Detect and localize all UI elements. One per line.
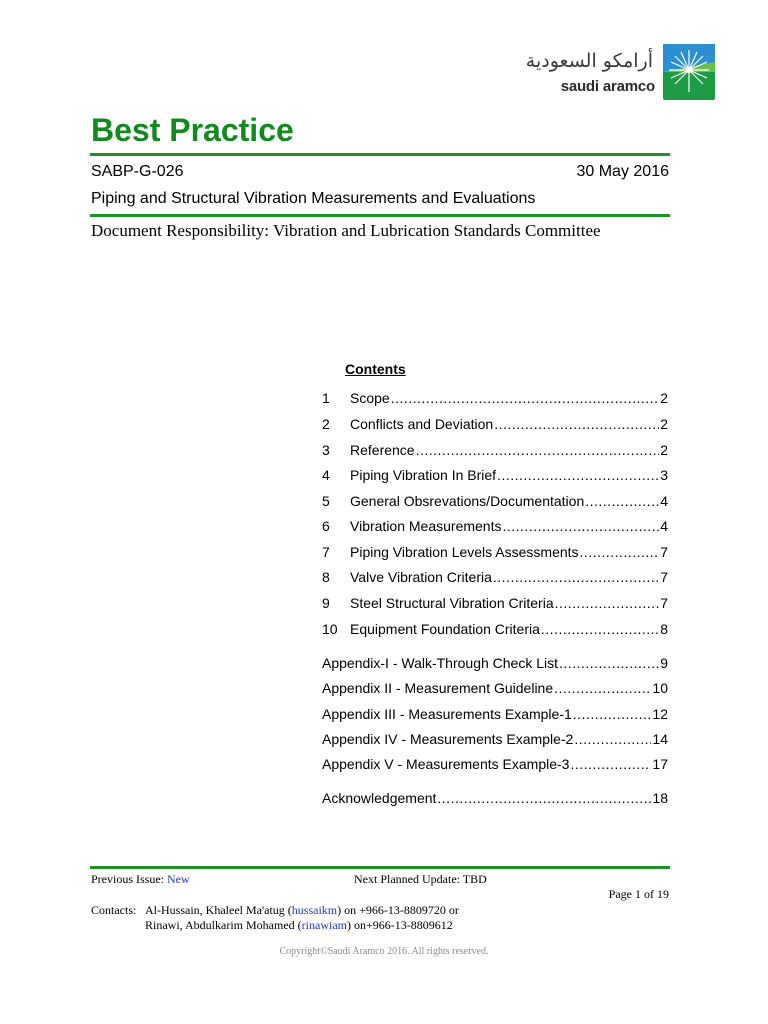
- toc-leader: [555, 594, 660, 612]
- toc-leader: [559, 654, 659, 672]
- toc-entry[interactable]: [322, 466, 668, 484]
- toc-label: Appendix-I - Walk-Through Check List: [322, 655, 559, 671]
- toc-entry[interactable]: [322, 517, 668, 535]
- toc-entry[interactable]: [322, 620, 668, 638]
- toc-number: 2: [322, 416, 330, 432]
- toc-label: Reference: [350, 442, 415, 458]
- contact-2-id-link[interactable]: rinawiam: [301, 918, 347, 932]
- page-number: Page 1 of 19: [608, 887, 669, 901]
- toc-label: Appendix IV - Measurements Example-2: [322, 731, 574, 747]
- logo-arabic-text: أرامكو السعودية: [525, 50, 653, 72]
- footer-divider: [90, 866, 670, 869]
- toc-leader: [493, 568, 659, 586]
- header-divider: [90, 214, 670, 217]
- toc-label: Vibration Measurements: [350, 518, 502, 534]
- toc-page: 2: [660, 416, 668, 432]
- contact-1-name: Al-Hussain, Khaleel Ma'atug (: [145, 903, 292, 917]
- toc-page: 8: [660, 621, 668, 637]
- contact-2-name: Rinawi, Abdulkarim Mohamed (: [145, 918, 302, 932]
- toc-page: 2: [660, 442, 668, 458]
- toc-label: Valve Vibration Criteria: [350, 569, 492, 585]
- copyright-notice: Copyright©Saudi Aramco 2016. All rights reserved.: [279, 946, 489, 957]
- next-planned-update: Next Planned Update: TBD: [354, 872, 487, 886]
- toc-leader: [416, 441, 660, 459]
- toc-page: 7: [660, 544, 668, 560]
- toc-entry[interactable]: [322, 389, 668, 407]
- toc-page: 4: [660, 518, 668, 534]
- toc-label: Conflicts and Deviation: [350, 416, 494, 432]
- toc-number: 6: [322, 518, 330, 534]
- toc-label: Appendix V - Measurements Example-3: [322, 756, 570, 772]
- toc-page: 4: [660, 493, 668, 509]
- saudi-aramco-logo: [525, 44, 715, 100]
- toc-label: Scope: [350, 390, 390, 406]
- toc-entry[interactable]: [322, 415, 668, 433]
- toc-label: Appendix III - Measurements Example-1: [322, 706, 572, 722]
- toc-page: 2: [660, 390, 668, 406]
- document-type-title: Best Practice: [91, 112, 294, 148]
- toc-leader: [585, 492, 659, 510]
- toc-number: 7: [322, 544, 330, 560]
- toc-entry[interactable]: [322, 568, 668, 586]
- contact-1-phone: ) on +966-13-8809720 or: [337, 903, 459, 917]
- toc-acknowledgement-entry[interactable]: [322, 789, 668, 807]
- toc-appendix-entry[interactable]: [322, 755, 668, 773]
- toc-page: 10: [652, 680, 668, 696]
- toc-number: 3: [322, 442, 330, 458]
- logo-english-text: saudi aramco: [560, 78, 655, 95]
- toc-label: Steel Structural Vibration Criteria: [350, 595, 554, 611]
- contact-2-phone: ) on+966-13-8809612: [346, 918, 453, 932]
- toc-leader: [497, 466, 659, 484]
- toc-entry[interactable]: [322, 492, 668, 510]
- document-id: SABP-G-026: [91, 163, 184, 180]
- toc-leader: [554, 679, 651, 697]
- toc-page: 3: [660, 467, 668, 483]
- toc-label: General Obsrevations/Documentation: [350, 493, 585, 509]
- toc-appendix-entry[interactable]: [322, 730, 668, 748]
- contact-1-id-link[interactable]: hussaikm: [291, 903, 338, 917]
- toc-page: 18: [652, 790, 668, 806]
- toc-label: Appendix II - Measurement Guideline: [322, 680, 554, 696]
- toc-page: 14: [652, 731, 668, 747]
- contents-heading: Contents: [345, 361, 406, 377]
- toc-leader: [573, 705, 652, 723]
- toc-leader: [541, 620, 659, 638]
- toc-number: 4: [322, 467, 330, 483]
- toc-leader: [437, 789, 651, 807]
- toc-page: 12: [652, 706, 668, 722]
- previous-issue: [91, 872, 190, 886]
- aramco-star-icon: [663, 44, 715, 100]
- previous-issue-value: New: [167, 872, 190, 886]
- toc-number: 1: [322, 390, 330, 406]
- toc-number: 9: [322, 595, 330, 611]
- toc-appendix-entry[interactable]: [322, 679, 668, 697]
- toc-leader: [494, 415, 659, 433]
- toc-entry[interactable]: [322, 543, 668, 561]
- toc-appendix-entry[interactable]: [322, 705, 668, 723]
- toc-leader: [502, 517, 659, 535]
- title-divider: [90, 153, 670, 156]
- toc-leader: [574, 730, 651, 748]
- toc-number: 5: [322, 493, 330, 509]
- contact-line-2: [145, 918, 453, 932]
- toc-label: Piping Vibration Levels Assessments: [350, 544, 579, 560]
- toc-leader: [570, 755, 651, 773]
- toc-page: 7: [660, 569, 668, 585]
- document-date: 30 May 2016: [576, 163, 669, 180]
- toc-label: Piping Vibration In Brief: [350, 467, 497, 483]
- toc-page: 7: [660, 595, 668, 611]
- document-title: Piping and Structural Vibration Measurements and Evaluations: [91, 190, 536, 207]
- document-responsibility: Document Responsibility: Vibration and Lubrication Standards Committee: [91, 221, 601, 240]
- toc-leader: [391, 389, 660, 407]
- toc-label: Equipment Foundation Criteria: [350, 621, 540, 637]
- contacts-label: Contacts:: [91, 903, 137, 917]
- toc-number: 10: [322, 621, 338, 637]
- toc-label: Acknowledgement: [322, 790, 437, 806]
- contact-line-1: [145, 903, 459, 917]
- toc-page: 17: [652, 756, 668, 772]
- toc-entry[interactable]: [322, 441, 668, 459]
- toc-entry[interactable]: [322, 594, 668, 612]
- toc-leader: [580, 543, 660, 561]
- toc-page: 9: [660, 655, 668, 671]
- previous-issue-label: Previous Issue:: [91, 872, 164, 886]
- toc-appendix-entry[interactable]: [322, 654, 668, 672]
- toc-number: 8: [322, 569, 330, 585]
